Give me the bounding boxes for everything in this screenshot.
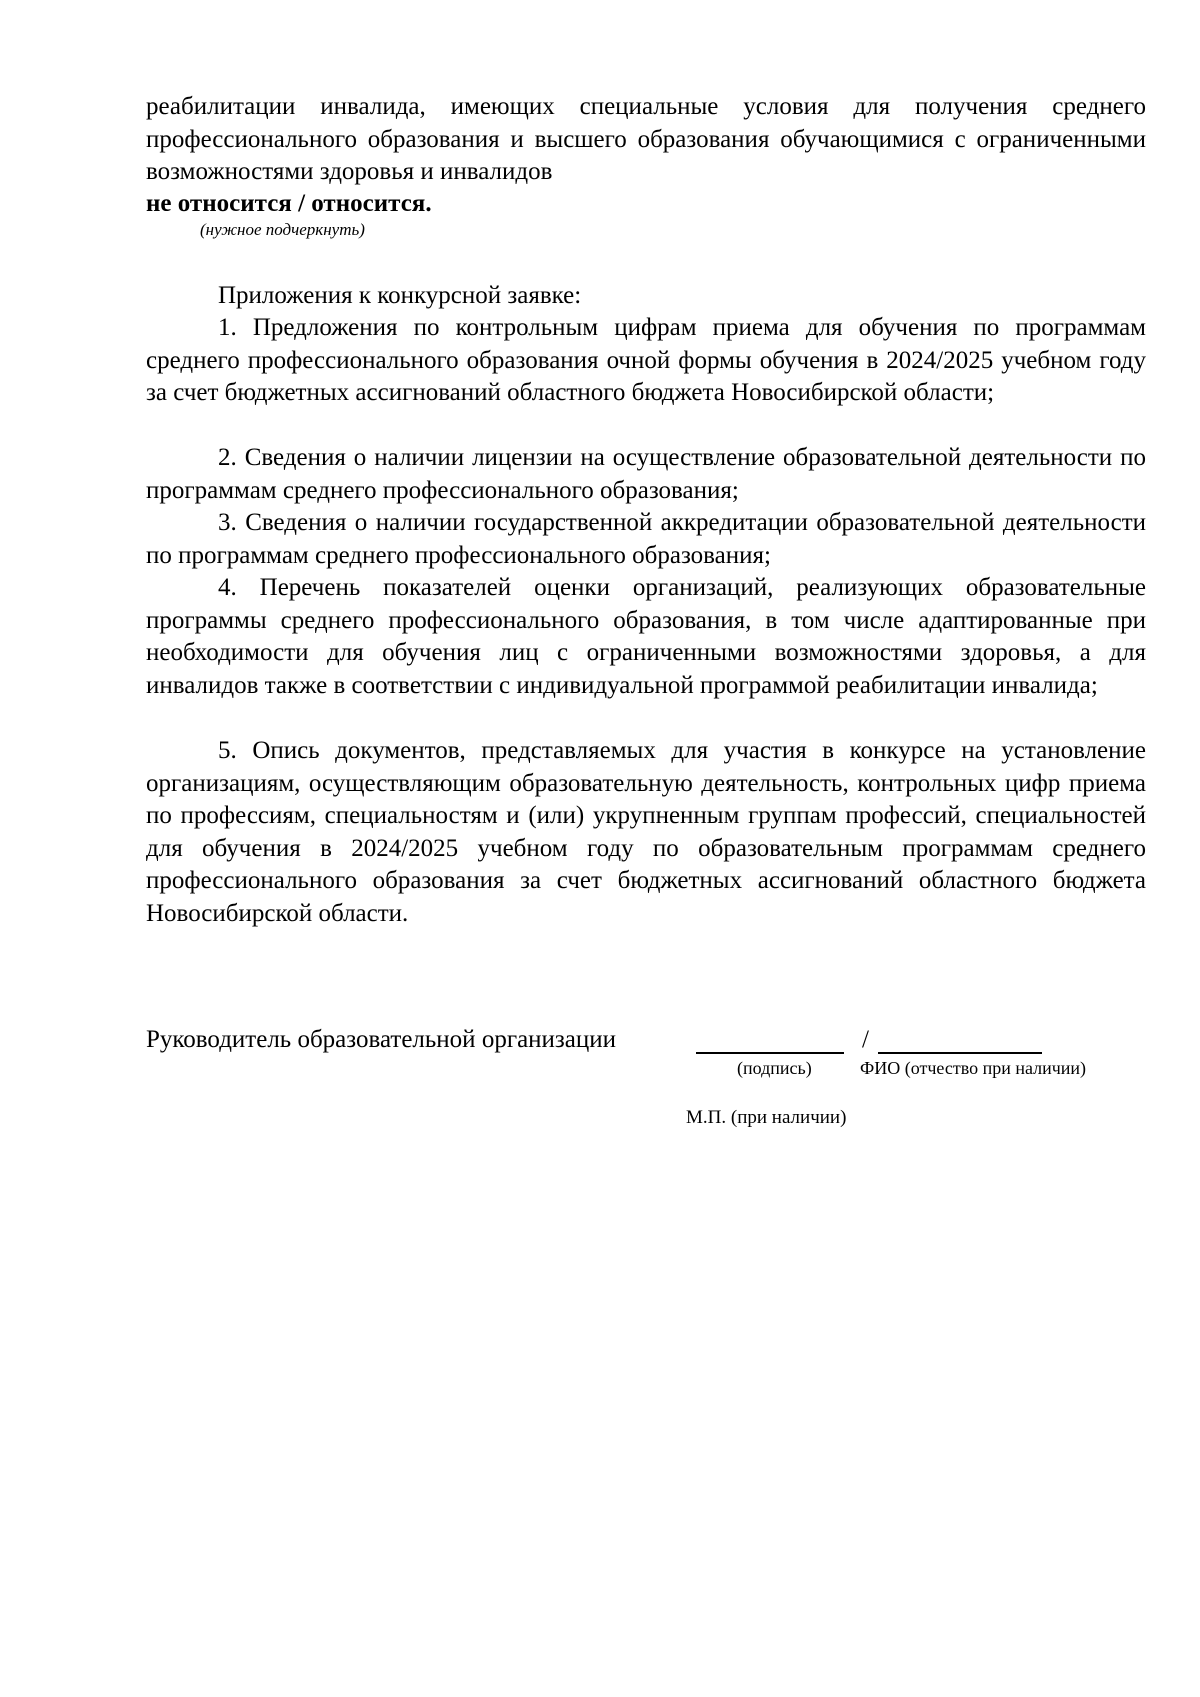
attachment-item: 4. Перечень показателей оценки организаций, реализующих образовательные программы среднего профессионального образования, в том числе адаптированные при необходимости для обучения лиц с ограниченными возможностями здоровья, а для инвалидов также в соответствии с индивидуальной программой реабилитации инвалида; [146,574,1146,699]
attachment-item: 2. Сведения о наличии лицензии на осуществление образовательной деятельности по программам среднего профессионального образования; [146,444,1146,504]
signature-label: Руководитель образовательной организации [146,1026,617,1053]
stamp-note: М.П. (при наличии) [686,1107,847,1128]
attachment-item: 5. Опись документов, представляемых для участия в конкурсе на установление организациям, осуществляющим образовательную деятельность, контрольных цифр приема по профессиям, специальностям и (или) укрупненным группам профессий, специальностей для обучения в 2024/2025 учебном году по образовательным программам среднего профессионального образования за счет бюджетных ассигнований областного бюджета Новосибирской области. [146,737,1146,927]
signature-line [696,1052,844,1054]
attachment-item: 3. Сведения о наличии государственной аккредитации образовательной деятельности по программам среднего профессионального образования; [146,509,1146,569]
underline-hint: (нужное подчеркнуть) [200,220,365,239]
attachment-item: 1. Предложения по контрольным цифрам приема для обучения по программам среднего профессионального образования очной формы обучения в 2024/2025 учебном году за счет бюджетных ассигнований областного бюджета Новосибирской области; [146,314,1146,406]
applicability-statement: не относится / относится. [146,190,432,217]
name-line [878,1052,1042,1054]
name-caption: ФИО (отчество при наличии) [860,1058,1087,1078]
signature-slash: / [862,1026,869,1053]
intro-paragraph: реабилитации инвалида, имеющих специальные условия для получения среднего профессионального образования и высшего образования обучающимися с ограниченными возможностями здоровья и инвалидов [146,93,1146,185]
attachments-title: Приложения к конкурсной заявке: [218,282,582,309]
signature-caption: (подпись) [737,1058,812,1078]
